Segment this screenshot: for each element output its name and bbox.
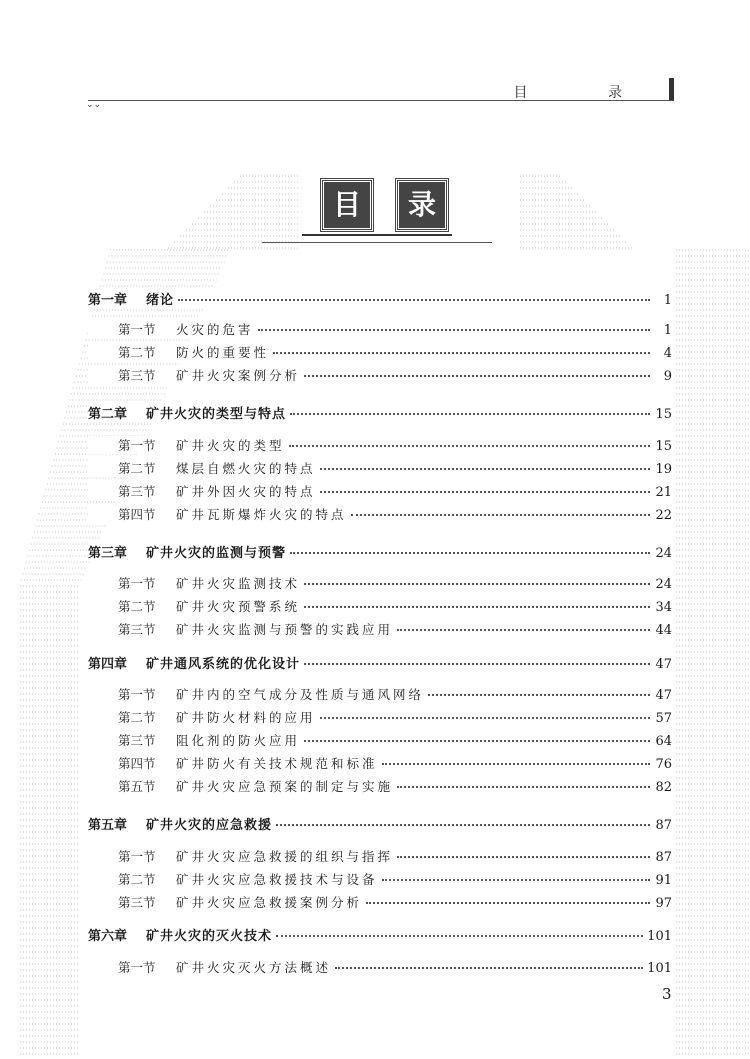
toc-dot-leader <box>178 298 650 301</box>
toc-dot-leader <box>428 693 650 696</box>
toc-dot-leader <box>397 855 650 858</box>
toc-section-row <box>88 847 672 867</box>
toc-dot-leader <box>366 901 650 904</box>
toc-entry-title: 矿井火灾的类型与特点 <box>146 407 287 422</box>
toc-section-row <box>88 620 672 640</box>
toc-entry-title: 矿井火灾应急救援技术与设备 <box>176 872 378 887</box>
toc-entry-page: 76 <box>655 757 672 772</box>
toc-entry-title: 煤层自燃火灾的特点 <box>176 461 316 476</box>
toc-entry-page: 57 <box>655 711 672 726</box>
toc-dot-leader <box>382 762 650 765</box>
toc-dot-leader <box>397 628 650 631</box>
title-char-lu: 录 <box>396 179 448 231</box>
toc-entry-page: 24 <box>655 577 672 592</box>
toc-entry-page: 91 <box>655 873 672 888</box>
toc-entry-number: 第三节 <box>118 622 156 637</box>
toc-entry-number: 第四章 <box>88 657 128 672</box>
toc-entry-page: 87 <box>655 850 672 865</box>
toc-entry-number: 第三节 <box>118 484 156 499</box>
toc-entry-title: 矿井火灾灭火方法概述 <box>176 960 332 975</box>
toc-dot-leader <box>304 374 650 377</box>
toc-entry-title: 矿井火灾的类型 <box>176 438 285 453</box>
toc-entry-title: 防火的重要性 <box>176 345 270 360</box>
toc-section-row <box>88 505 672 525</box>
toc-entry-title: 矿井火灾应急预案的制定与实施 <box>176 779 394 794</box>
toc-entry-number: 第三节 <box>118 368 156 383</box>
toc-entry-page: 9 <box>663 369 672 384</box>
toc-section-row <box>88 597 672 617</box>
toc-section-row <box>88 958 672 978</box>
toc-entry-number: 第四节 <box>118 507 156 522</box>
toc-entry-page: 97 <box>655 896 672 911</box>
toc-entry-number: 第二节 <box>118 872 156 887</box>
toc-dot-leader <box>304 582 650 585</box>
toc-section-row <box>88 731 672 751</box>
toc-entry-title: 矿井火灾的灭火技术 <box>146 929 273 944</box>
toc-entry-page: 1 <box>663 323 672 338</box>
toc-dot-leader <box>351 513 650 516</box>
page-number: 3 <box>662 985 672 1003</box>
toc-entry-page: 47 <box>655 657 672 672</box>
toc-chapter-row <box>88 403 672 423</box>
toc-dot-leader <box>273 351 650 354</box>
toc-entry-number: 第三节 <box>118 895 156 910</box>
toc-entry-number: 第一节 <box>118 438 156 453</box>
toc-section-row <box>88 754 672 774</box>
toc-entry-page: 22 <box>655 508 672 523</box>
toc-entry-page: 34 <box>655 600 672 615</box>
title-underline <box>302 234 452 236</box>
toc-dot-leader <box>304 739 650 742</box>
toc-entry-number: 第一节 <box>118 687 156 702</box>
toc-title <box>300 170 520 250</box>
toc-entry-number: 第一节 <box>118 960 156 975</box>
toc-entry-number: 第一章 <box>88 293 128 308</box>
toc-entry-number: 第三章 <box>88 546 128 561</box>
toc-entry-page: 15 <box>655 439 672 454</box>
toc-entry-title: 矿井火灾监测与预警的实践应用 <box>176 622 394 637</box>
toc-entry-page: 24 <box>655 546 672 561</box>
toc-section-row <box>88 436 672 456</box>
title-underline-thin <box>262 242 492 243</box>
toc-section-row <box>88 574 672 594</box>
toc-dot-leader <box>397 785 650 788</box>
toc-dot-leader <box>335 966 643 969</box>
toc-section-row <box>88 343 672 363</box>
toc-dot-leader <box>382 878 650 881</box>
running-header-label: 目 录 <box>513 85 660 101</box>
toc-entry-page: 47 <box>655 688 672 703</box>
toc-entry-title: 矿井火灾应急救援的组织与指挥 <box>176 849 394 864</box>
toc-chapter-row <box>88 925 672 945</box>
toc-chapter-row <box>88 289 672 309</box>
toc-entry-page: 82 <box>655 780 672 795</box>
toc-entry-number: 第二节 <box>118 599 156 614</box>
toc-entry-title: 阻化剂的防火应用 <box>176 733 301 748</box>
title-char-mu: 目 <box>321 179 373 231</box>
header-rule <box>88 100 674 101</box>
toc-entry-title: 矿井火灾监测技术 <box>176 576 301 591</box>
toc-entry-title: 绪论 <box>146 293 175 308</box>
toc-entry-number: 第一节 <box>118 322 156 337</box>
running-header <box>86 70 674 110</box>
toc-entry-title: 矿井防火材料的应用 <box>176 710 316 725</box>
toc-section-row <box>88 870 672 890</box>
toc-entry-page: 64 <box>655 734 672 749</box>
toc-chapter-row <box>88 542 672 562</box>
toc-entry-title: 矿井火灾应急救援案例分析 <box>176 895 363 910</box>
chevron-down-icon: ⌄⌄ <box>86 100 102 110</box>
toc-entry-title: 矿井内的空气成分及性质与通风网络 <box>176 687 425 702</box>
toc-section-row <box>88 777 672 797</box>
toc-entry-number: 第二章 <box>88 407 128 422</box>
toc-dot-leader <box>320 716 650 719</box>
toc-dot-leader <box>290 412 650 415</box>
toc-entry-number: 第一节 <box>118 576 156 591</box>
toc-entry-title: 矿井瓦斯爆炸火灾的特点 <box>176 507 347 522</box>
toc-section-row <box>88 685 672 705</box>
toc-dot-leader <box>276 934 643 937</box>
toc-entry-title: 矿井防火有关技术规范和标准 <box>176 756 378 771</box>
toc-entry-page: 87 <box>655 818 672 833</box>
toc-entry-title: 矿井火灾的监测与预警 <box>146 546 287 561</box>
toc-entry-page: 15 <box>655 407 672 422</box>
toc-dot-leader <box>304 662 650 665</box>
toc-dot-leader <box>290 551 650 554</box>
toc-entry-page: 21 <box>655 485 672 500</box>
toc-entry-title: 矿井通风系统的优化设计 <box>146 657 301 672</box>
toc-entry-number: 第二节 <box>118 710 156 725</box>
toc-entry-title: 火灾的危害 <box>176 322 254 337</box>
toc-section-row <box>88 320 672 340</box>
toc-entry-number: 第六章 <box>88 929 128 944</box>
toc-entry-page: 1 <box>663 293 672 308</box>
toc-entry-page: 44 <box>655 623 672 638</box>
toc-entry-number: 第五节 <box>118 779 156 794</box>
toc-entry-title: 矿井火灾的应急救援 <box>146 818 273 833</box>
toc-entry-title: 矿井外因火灾的特点 <box>176 484 316 499</box>
toc-dot-leader <box>304 605 650 608</box>
toc-entry-number: 第五章 <box>88 818 128 833</box>
toc-entry-title: 矿井火灾预警系统 <box>176 599 301 614</box>
toc-entry-page: 101 <box>647 961 672 976</box>
toc-section-row <box>88 482 672 502</box>
header-marker-bar <box>669 78 674 100</box>
toc-chapter-row <box>88 814 672 834</box>
toc-entry-title: 矿井火灾案例分析 <box>176 368 301 383</box>
toc-entry-number: 第二节 <box>118 345 156 360</box>
toc-entry-number: 第二节 <box>118 461 156 476</box>
toc-dot-leader <box>258 328 650 331</box>
toc-dot-leader <box>320 467 650 470</box>
toc-section-row <box>88 366 672 386</box>
toc-chapter-row <box>88 653 672 673</box>
toc-entry-number: 第四节 <box>118 756 156 771</box>
toc-entry-page: 4 <box>663 346 672 361</box>
toc-section-row <box>88 893 672 913</box>
toc-section-row <box>88 459 672 479</box>
toc-dot-leader <box>289 444 650 447</box>
toc-entry-number: 第一节 <box>118 849 156 864</box>
toc-entry-page: 19 <box>655 462 672 477</box>
toc-entry-number: 第三节 <box>118 733 156 748</box>
toc-dot-leader <box>276 823 650 826</box>
toc-entry-page: 101 <box>647 929 672 944</box>
toc-section-row <box>88 708 672 728</box>
toc-dot-leader <box>320 490 650 493</box>
